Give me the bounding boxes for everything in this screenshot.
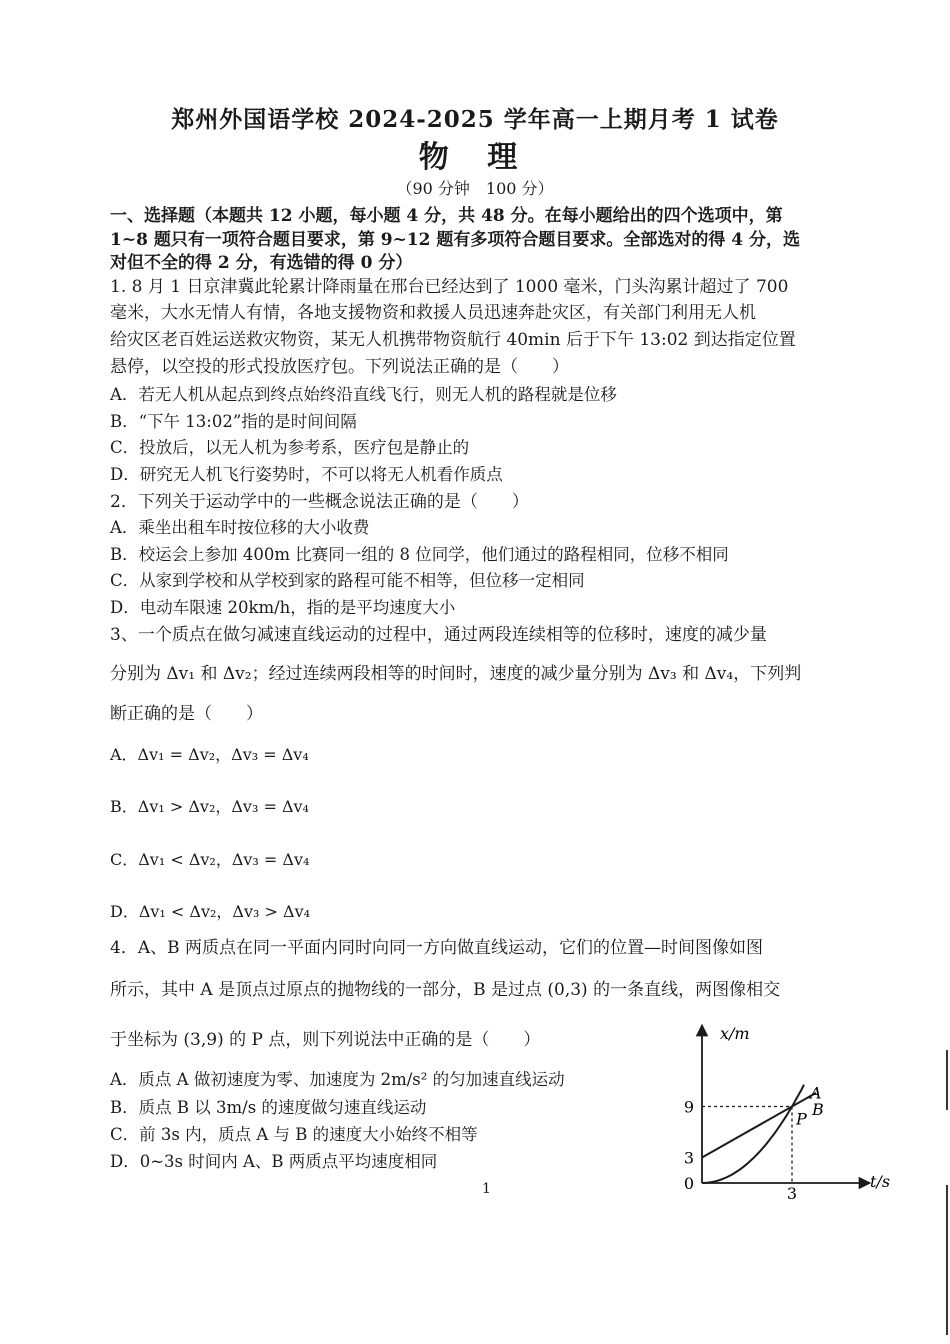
x-axis-label: t/s bbox=[870, 1172, 891, 1191]
question-stem: 3、一个质点在做匀减速直线运动的过程中，通过两段连续相等的位移时，速度的减少量 bbox=[110, 625, 767, 645]
option-c: C．从家到学校和从学校到家的路程可能不相等，但位移一定相同 bbox=[110, 571, 585, 590]
instruction-line: 1~8 题只有一项符合题目要求，第 9~12 题有多项符合题目要求。全部选对的得 4 分，选 bbox=[110, 230, 801, 250]
question-stem: 悬停，以空投的形式投放医疗包。下列说法正确的是（ ） bbox=[110, 357, 569, 377]
instruction-line: 对但不全的得 2 分，有选错的得 0 分） bbox=[110, 253, 413, 273]
y-axis-label: x/m bbox=[720, 1024, 750, 1043]
option-d: D．0~3s 时间内 A、B 两质点平均速度相同 bbox=[110, 1152, 438, 1171]
option-a: A．若无人机从起点到终点始终沿直线飞行，则无人机的路程就是位移 bbox=[110, 385, 617, 404]
question-stem: 给灾区老百姓运送救灾物资，某无人机携带物资航行 40min 后于下午 13:02 到达指定位置 bbox=[110, 330, 796, 350]
option-a: A．质点 A 做初速度为零、加速度为 2m/s² 的匀加速直线运动 bbox=[110, 1070, 565, 1089]
subject-title: 物 理 bbox=[418, 140, 532, 175]
tick-label-y-3: 3 bbox=[683, 1148, 694, 1168]
point-p-label: P bbox=[796, 1109, 807, 1129]
line-b-label: B bbox=[812, 1099, 824, 1119]
question-stem: 分别为 Δv₁ 和 Δv₂；经过连续两段相等的时间时，速度的减少量分别为 Δv₃ 和 Δv₄，下列判 bbox=[110, 664, 802, 684]
question-stem: 毫米，大水无情人有情，各地支援物资和救援人员迅速奔赴灾区，有关部门利用无人机 bbox=[110, 303, 756, 323]
exam-duration-score: （90 分钟 100 分） bbox=[396, 179, 554, 198]
tick-label-y-9: 9 bbox=[683, 1097, 694, 1117]
option-b: B．质点 B 以 3m/s 的速度做匀速直线运动 bbox=[110, 1098, 427, 1117]
option-c: C．投放后，以无人机为参考系，医疗包是静止的 bbox=[110, 438, 470, 457]
option-d: D．研究无人机飞行姿势时，不可以将无人机看作质点 bbox=[110, 465, 503, 484]
scan-edge-mark bbox=[946, 1185, 948, 1335]
option-c: C．前 3s 内，质点 A 与 B 的速度大小始终不相等 bbox=[110, 1125, 478, 1144]
question-stem: 2．下列关于运动学中的一些概念说法正确的是（ ） bbox=[110, 492, 529, 512]
instruction-line: 一、选择题（本题共 12 小题，每小题 4 分，共 48 分。在每小题给出的四个选项中，第 bbox=[110, 206, 783, 226]
question-stem: 断正确的是（ ） bbox=[110, 704, 263, 724]
option-d: D．电动车限速 20km/h，指的是平均速度大小 bbox=[110, 598, 456, 617]
option-a: A．Δv₁ = Δv₂，Δv₃ = Δv₄ bbox=[110, 745, 309, 764]
option-a: A．乘坐出租车时按位移的大小收费 bbox=[110, 518, 370, 537]
option-b: B．Δv₁ > Δv₂，Δv₃ = Δv₄ bbox=[110, 797, 309, 816]
origin-label: 0 bbox=[683, 1174, 694, 1193]
page-number: 1 bbox=[482, 1181, 491, 1197]
curve-a-label: A bbox=[810, 1083, 822, 1103]
curve-a bbox=[702, 1085, 804, 1183]
option-b: B．“下午 13:02”指的是时间间隔 bbox=[110, 412, 357, 431]
tick-label-x-3: 3 bbox=[786, 1184, 798, 1203]
scan-edge-mark bbox=[946, 1050, 948, 1110]
question-stem: 所示，其中 A 是顶点过原点的抛物线的一部分，B 是过点 (0,3) 的一条直线，两图像相交 bbox=[110, 980, 781, 1000]
question-stem: 1. 8 月 1 日京津冀此轮累计降雨量在邢台已经达到了 1000 毫米，门头沟累计超过了 700 bbox=[110, 277, 789, 297]
option-c: C．Δv₁ < Δv₂，Δv₃ = Δv₄ bbox=[110, 850, 310, 869]
exam-title: 郑州外国语学校 2024-2025 学年高一上期月考 1 试卷 bbox=[171, 106, 779, 133]
question-stem: 于坐标为 (3,9) 的 P 点，则下列说法中正确的是（ ） bbox=[110, 1030, 541, 1050]
option-d: D．Δv₁ < Δv₂，Δv₃ > Δv₄ bbox=[110, 902, 311, 921]
option-b: B．校运会上参加 400m 比赛同一组的 8 位同学，他们通过的路程相同，位移不相同 bbox=[110, 545, 729, 564]
position-time-graph bbox=[680, 1015, 910, 1205]
question-stem: 4．A、B 两质点在同一平面内同时向同一方向做直线运动，它们的位置—时间图像如图 bbox=[110, 938, 763, 958]
